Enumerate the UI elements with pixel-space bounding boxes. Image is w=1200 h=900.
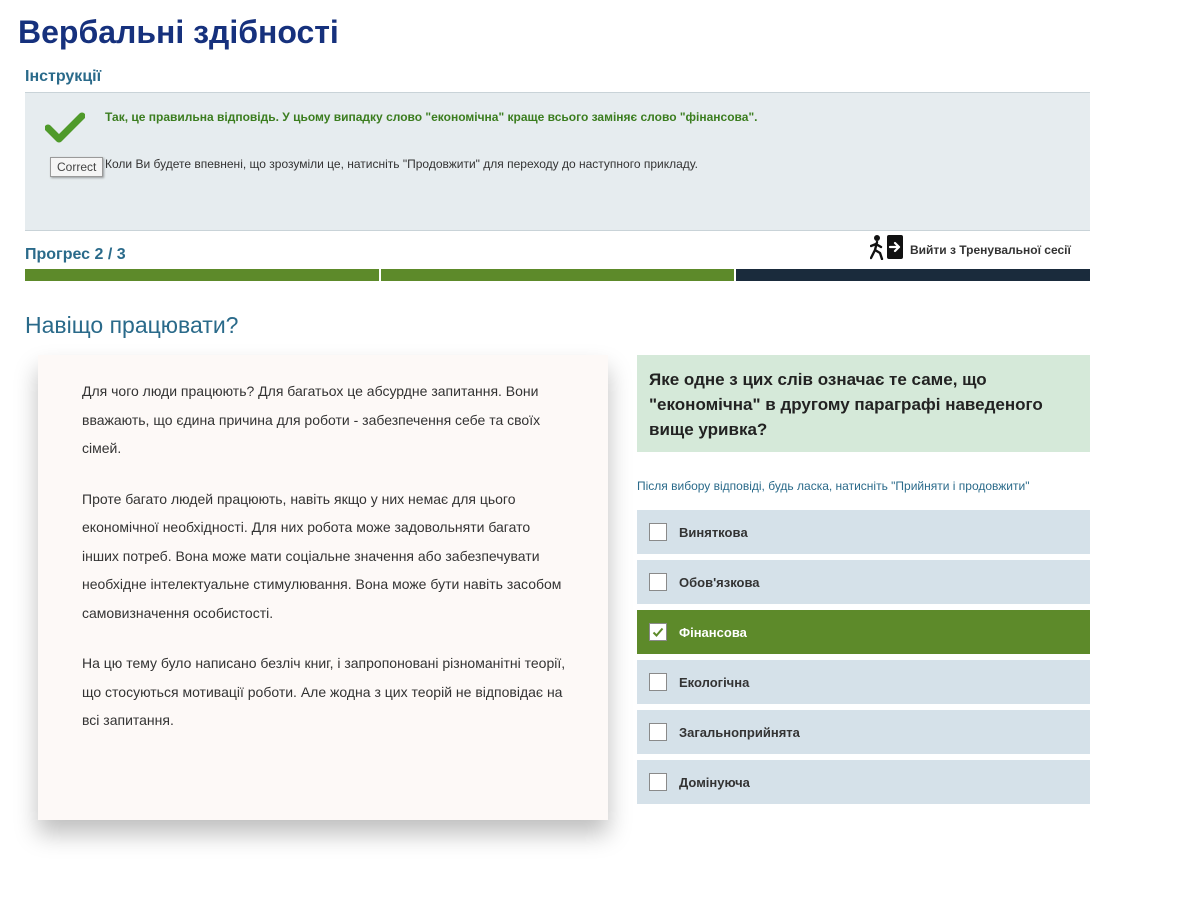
checkbox[interactable] bbox=[649, 773, 667, 791]
exit-label: Вийти з Тренувальної сесії bbox=[910, 242, 1071, 257]
instructions-panel bbox=[25, 92, 1090, 231]
question-box: Яке одне з цих слів означає те саме, що "економічна" в другому параграфі наведеного вище уривка? bbox=[637, 355, 1090, 452]
answer-option[interactable] bbox=[637, 610, 1090, 654]
exit-session-button[interactable] bbox=[870, 234, 1071, 265]
exit-icon bbox=[870, 234, 904, 265]
passage-paragraph: На цю тему було написано безліч книг, і запропоновані різноманітні теорії, що стосуються мотивації роботи. Але жодна з цих теорій не відповідає на всі запитання. bbox=[82, 655, 566, 728]
answer-options bbox=[637, 510, 1090, 810]
page-title: Вербальні здібності bbox=[18, 14, 339, 50]
checkbox[interactable] bbox=[649, 623, 667, 641]
section-title: Навіщо працювати? bbox=[25, 312, 239, 338]
option-label: Домінуюча bbox=[679, 774, 750, 790]
feedback-text: Так, це правильна відповідь. У цьому випадку слово "економічна" краще всього заміняє слово "фінансова". bbox=[105, 110, 758, 124]
progress-segment bbox=[736, 269, 1090, 281]
checkbox[interactable] bbox=[649, 573, 667, 591]
checkbox[interactable] bbox=[649, 523, 667, 541]
instructions-label: Інструкції bbox=[25, 68, 102, 85]
option-label: Екологічна bbox=[679, 674, 750, 690]
check-icon bbox=[45, 111, 85, 148]
answer-hint: Після вибору відповіді, будь ласка, натисніть "Прийняти і продовжити" bbox=[637, 479, 1030, 493]
checkbox[interactable] bbox=[649, 673, 667, 691]
answer-option[interactable] bbox=[637, 510, 1090, 554]
answer-option[interactable] bbox=[637, 560, 1090, 604]
checkmark-icon bbox=[652, 626, 664, 638]
instruction-text: Коли Ви будете впевнені, що зрозуміли це, натисніть "Продовжити" для переходу до наступного прикладу. bbox=[105, 157, 698, 171]
passage-card bbox=[38, 355, 608, 820]
option-label: Загальноприйнята bbox=[679, 724, 800, 740]
answer-option[interactable] bbox=[637, 710, 1090, 754]
passage-paragraph: Для чого люди працюють? Для багатьох це абсурдне запитання. Вони вважають, що єдина причина для роботи - забезпечення себе та своїх сімей. bbox=[82, 383, 541, 456]
progress-segment bbox=[381, 269, 735, 281]
answer-option[interactable] bbox=[637, 760, 1090, 804]
passage-paragraph: Проте багато людей працюють, навіть якщо у них немає для цього економічної необхідності. Для них робота може задовольняти багато інших потреб. Вона може мати соціальне значення або забезпечувати необхідне інтелектуальне стимулювання. Вона може бути навіть засобом самовизначення особистості. bbox=[82, 490, 562, 621]
correct-tooltip: Correct bbox=[50, 157, 103, 177]
progress-label: Прогрес 2 / 3 bbox=[25, 246, 126, 263]
progress-bar bbox=[25, 269, 1090, 281]
option-label: Обов'язкова bbox=[679, 574, 760, 590]
option-label: Винятковa bbox=[679, 524, 748, 540]
answer-option[interactable] bbox=[637, 660, 1090, 704]
option-label: Фінансова bbox=[679, 624, 747, 640]
progress-segment bbox=[25, 269, 379, 281]
checkbox[interactable] bbox=[649, 723, 667, 741]
